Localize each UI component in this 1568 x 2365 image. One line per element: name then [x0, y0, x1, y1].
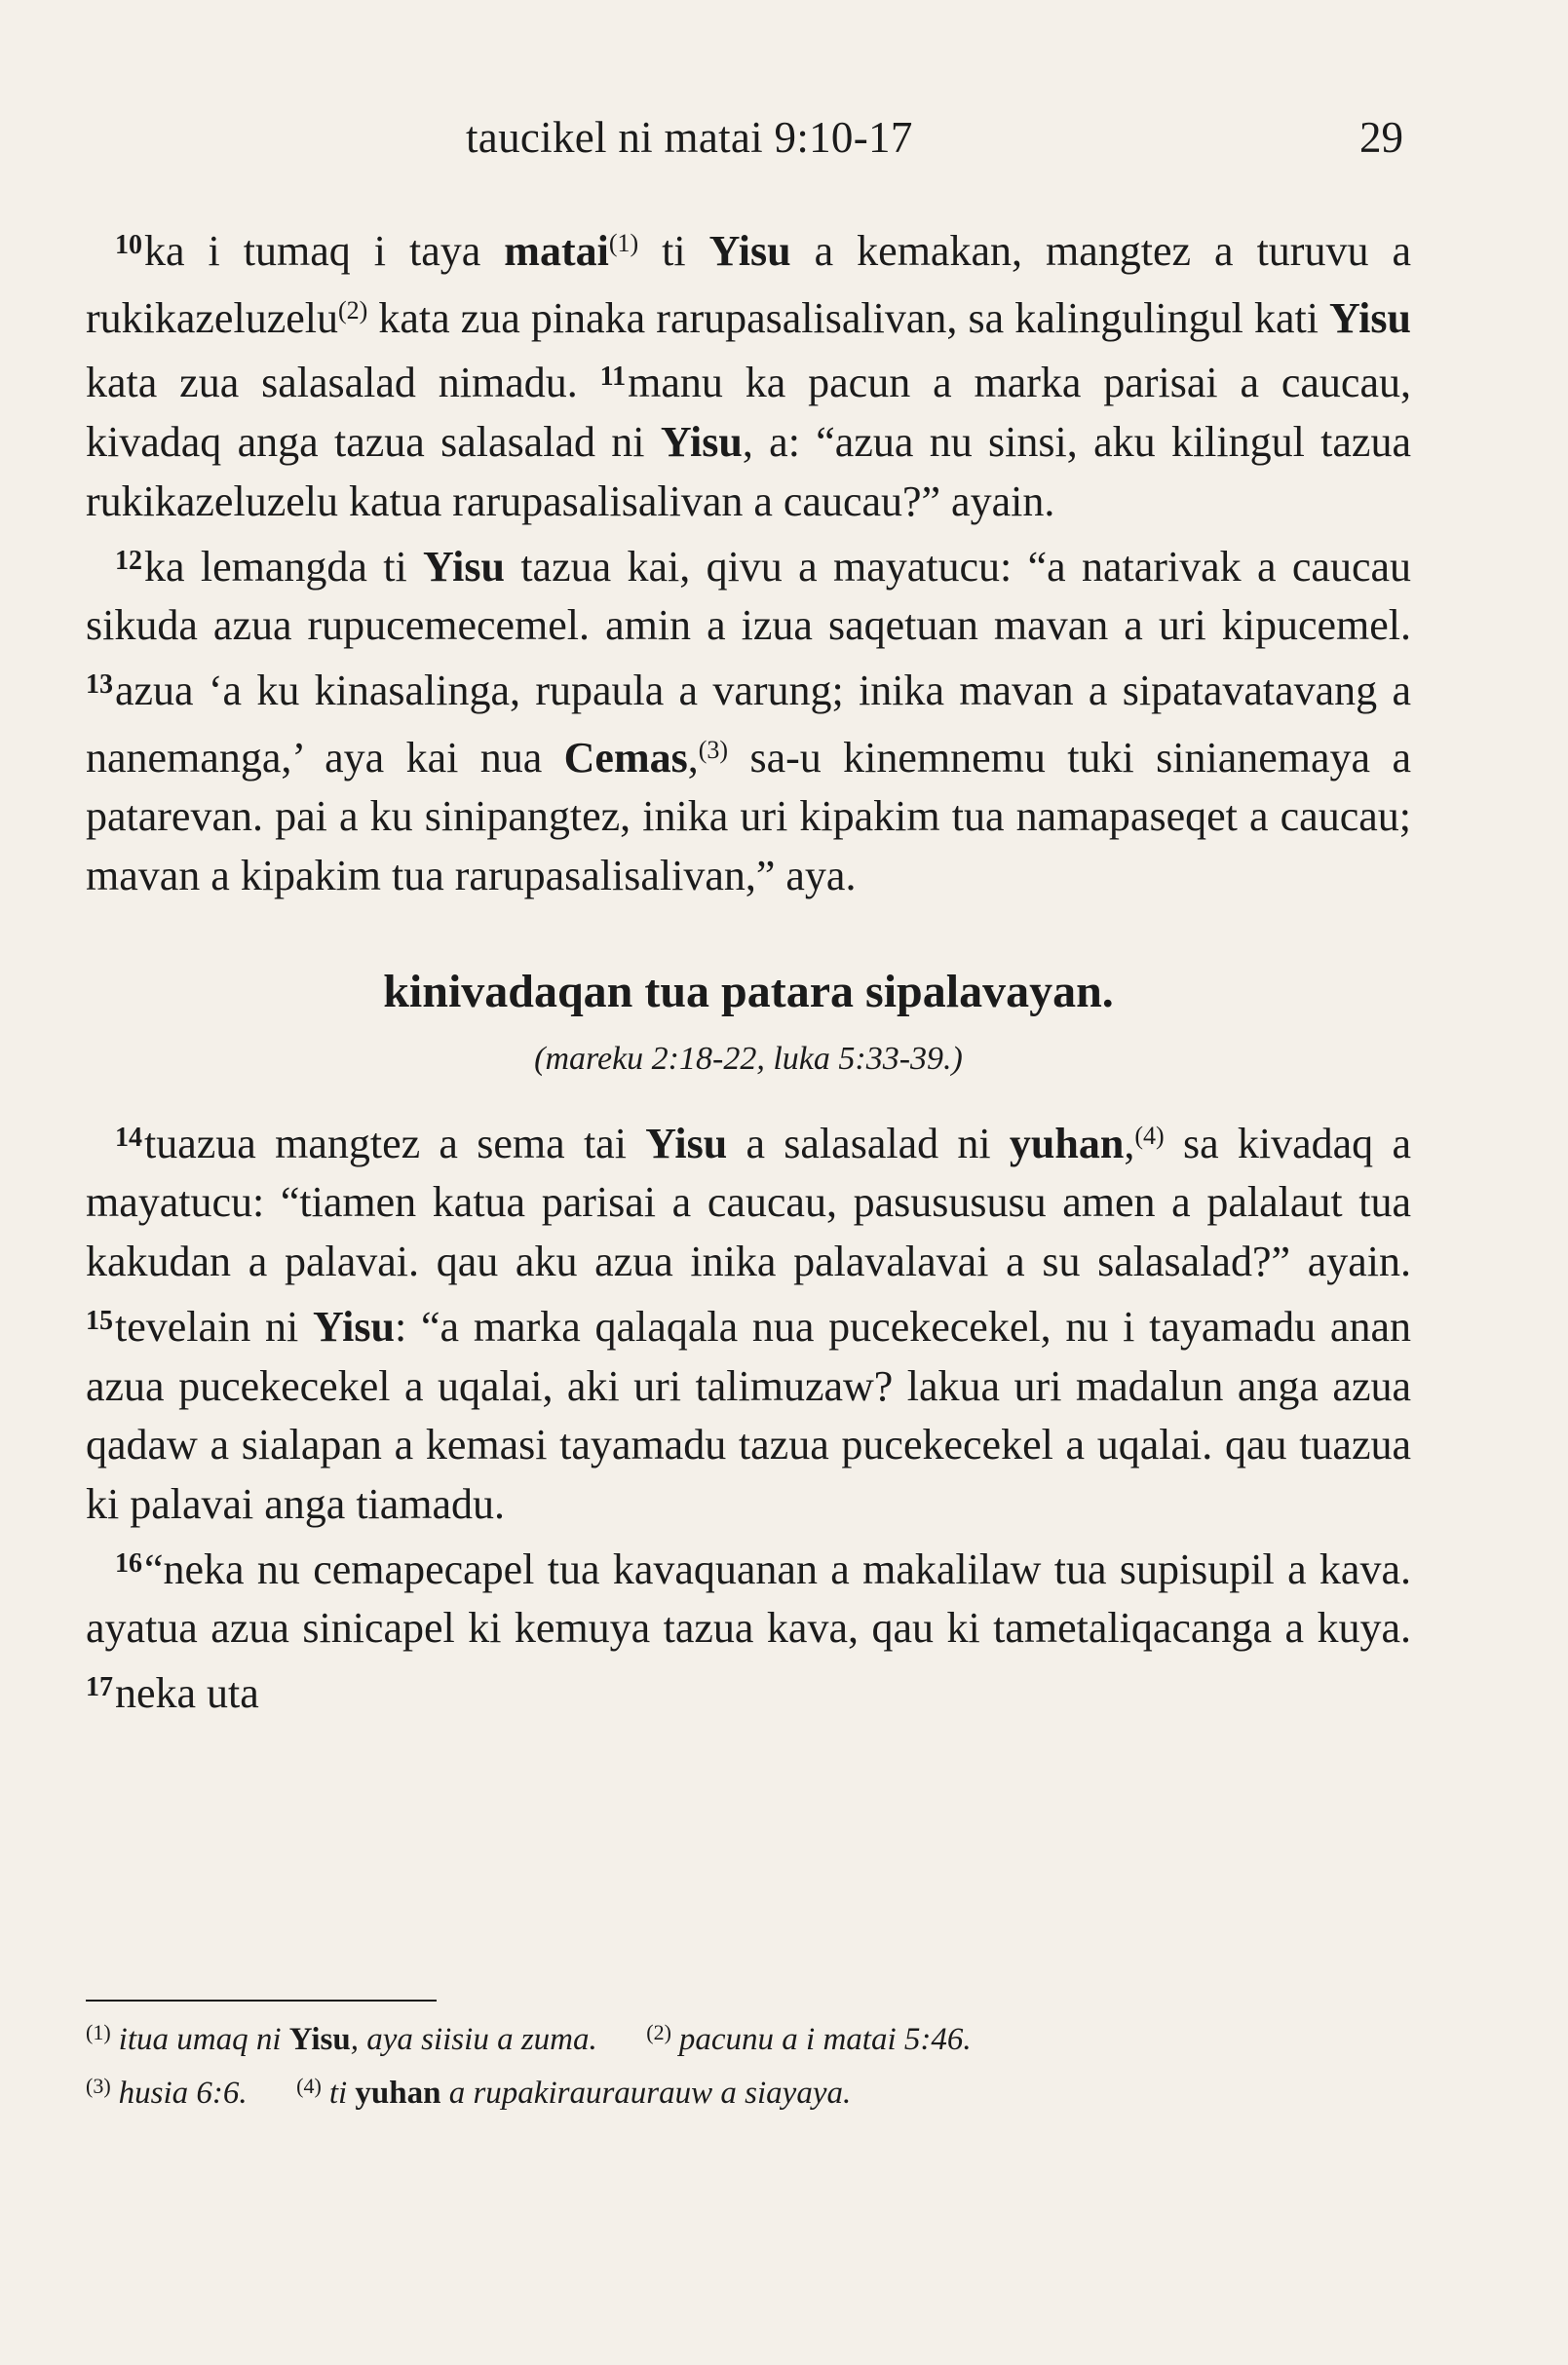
footnote-1-text: itua umaq ni	[118, 2022, 289, 2057]
text-run: ti	[638, 227, 709, 275]
bold-name: Yisu	[645, 1119, 728, 1167]
text-run: azua ‘a ku kinasalinga, rupaula a varung; inika mavan a sipatavatavang a nanemanga,’ aya kai nua	[86, 666, 1411, 782]
verse-number: 16	[115, 1547, 142, 1579]
text-run: a kemakan, mangtez a turuvu a rukikazeluzelu	[86, 227, 1411, 342]
page-number: 29	[1359, 113, 1403, 162]
paragraph-verses-14-15	[86, 1107, 1411, 1535]
bold-name: Yisu	[660, 418, 743, 467]
footnote-line-2	[86, 2063, 1411, 2117]
footnote-1-bold: Yisu	[288, 2022, 351, 2057]
verse-number: 12	[115, 545, 142, 576]
text-run: manu ka pacun a marka parisai a caucau, kivadaq anga tazua salasalad ni	[86, 359, 1411, 467]
footnote-2: pacunu a i matai 5:46.	[678, 2022, 972, 2057]
footnote-ref: (3)	[698, 735, 729, 764]
section-heading: kinivadaqan tua patara sipalavayan.	[383, 965, 1114, 1017]
running-header	[0, 112, 1568, 171]
footnotes	[86, 2009, 1411, 2117]
footnote-marker-4: (4)	[296, 2074, 322, 2098]
footnote-4-text-end: a rupakirauraurauw a siayaya.	[440, 2076, 852, 2111]
text-run: tuazua mangtez a sema tai	[144, 1119, 646, 1167]
text-run: , a: “azua nu sinsi, aku kilingul tazua rukikazeluzelu katua rarupasalisalivan a caucau?” ayain.	[86, 418, 1411, 525]
footnote-rule	[86, 2000, 437, 2002]
footnote-ref: (4)	[1134, 1121, 1165, 1150]
paragraph-verses-10-11	[86, 214, 1411, 532]
footnote-ref: (2)	[337, 295, 368, 324]
text-run: ,	[687, 733, 699, 782]
text-run: kata zua salasalad nimadu.	[86, 359, 600, 407]
bold-name: Yisu	[1329, 293, 1411, 342]
text-run: a salasalad ni	[727, 1119, 1010, 1167]
footnote-3: husia 6:6.	[118, 2076, 248, 2111]
verse-number: 11	[599, 362, 627, 393]
verse-number: 13	[86, 668, 113, 700]
verse-number: 17	[86, 1672, 113, 1703]
footnote-ref: (1)	[608, 229, 639, 257]
footnote-1	[119, 2022, 597, 2057]
footnote-marker-3: (3)	[86, 2074, 111, 2098]
footnote-marker-1: (1)	[86, 2020, 111, 2044]
verse-number: 10	[115, 230, 142, 260]
text-run: ka i tumaq i taya	[144, 227, 505, 275]
paragraph-verses-12-13	[86, 532, 1411, 906]
footnote-marker-2: (2)	[646, 2020, 671, 2044]
bold-name: Cemas	[563, 733, 688, 782]
bold-name: Yisu	[708, 227, 791, 275]
text-run: ka lemangda ti	[144, 542, 424, 591]
section-cross-reference: (mareku 2:18-22, luka 5:33-39.)	[534, 1040, 963, 1077]
text-run: sa-u kinemnemu tuki sinianemaya a patarevan. pai a ku sinipangtez, inika uri kipakim tua namapaseqet a caucau; mavan a kipakim tua rarupasalisalivan,” aya.	[86, 733, 1411, 900]
footnote-line-1	[86, 2009, 1411, 2063]
verse-number: 15	[86, 1305, 113, 1336]
bold-name: Yisu	[313, 1302, 395, 1351]
text-run: : “a marka qalaqala nua pucekecekel, nu i tayamadu anan azua pucekecekel a uqalai, aki uri talimuzaw? lakua uri madalun anga azua qadaw a sialapan a kemasi tayamadu tazua pucekecekel a uqalai. qau tuazua ki palavai anga tiamadu.	[86, 1302, 1411, 1528]
text-run: tevelain ni	[115, 1302, 314, 1351]
text-run: “neka nu cemapecapel tua kavaquanan a makalilaw tua supisupil a kava. ayatua azua sinicapel ki kemuya tazua kava, qau ki tametaliqacanga a kuya.	[86, 1545, 1411, 1653]
text-run: neka uta	[115, 1669, 259, 1718]
text-run: tazua kai, qivu a mayatucu: “a natarivak a caucau sikuda azua rupucemecemel. amin a izua saqetuan mavan a uri kipucemel.	[86, 542, 1411, 650]
footnote-4-bold: yuhan	[355, 2076, 441, 2111]
bold-name: matai	[504, 227, 609, 275]
text-run: sa kivadaq a mayatucu: “tiamen katua parisai a caucau, pasusususu amen a palalaut tua kakudan a palavai. qau aku azua inika palavalavai a su salasalad?” ayain.	[86, 1119, 1412, 1286]
running-title: taucikel ni matai 9:10-17	[466, 113, 913, 162]
text-run: kata zua pinaka rarupasalisalivan, sa kalingulingul kati	[367, 293, 1330, 342]
paragraph-verses-16-17	[86, 1535, 1411, 1724]
bold-name: yuhan	[1009, 1119, 1125, 1167]
bold-name: Yisu	[423, 542, 505, 591]
footnote-4-text: ti	[328, 2076, 356, 2111]
body-text	[86, 214, 1411, 1724]
footnote-4	[329, 2076, 851, 2111]
text-run: ,	[1124, 1119, 1135, 1167]
footnote-1-text-end: , aya siisiu a zuma.	[350, 2022, 597, 2057]
verse-number: 14	[115, 1122, 142, 1153]
